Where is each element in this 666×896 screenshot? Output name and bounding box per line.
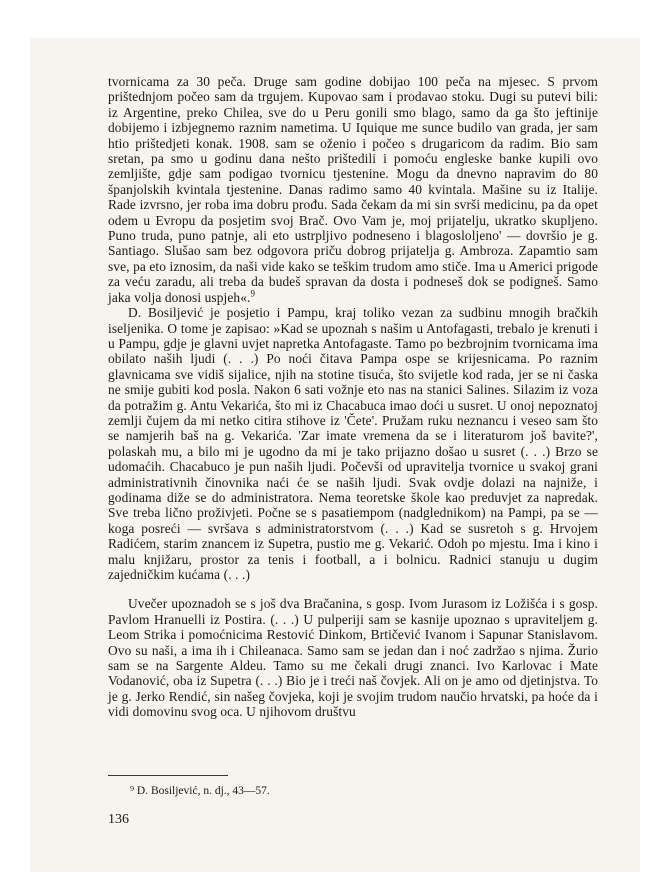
paragraph-quote-end — [108, 74, 598, 305]
paragraph-evening: Uvečer upoznadoh se s još dva Bračanina, s gosp. Ivom Jurasom iz Ložišća i s gosp. Pavlom Hranuelli iz Postira. (. . .) U pulperiji sam se kasnije upoznao s upraviteljem g. Leom Strika i pomoćnicima Restović Dinkom, Brtičević Ivanom i Sapunar Stanislavom. Ovo su naši, a ima ih i Chileanaca. Samo sam se jedan dan i noć zadržao s njima. Žurio sam se na Sargente Aldeu. Tamo su me čekali drugi znanci. Ivo Karlovac i Mate Vodanović, oba iz Supetra (. . .) Bio je i treći naš čovjek. Ali on je amo od djetinjstva. To je g. Jerko Rendić, sin našeg čovjeka, koji je svojim trudom naučio hrvatski, pa hoće da i vidi domovinu svog oca. U njihovom društvu — [108, 596, 598, 720]
footnote: ⁹ D. Bosiljević, n. dj., 43—57. — [130, 785, 270, 797]
footnote-divider — [108, 775, 228, 776]
footnote-marker: 9 — [250, 288, 256, 299]
body-text — [108, 74, 598, 720]
page-number: 136 — [108, 812, 129, 827]
paragraph-pampa: D. Bosiljević je posjetio i Pampu, kraj toliko vezan za sudbinu mnogih bračkih iseljenika. O tome je zapisao: »Kad se upoznah s našim u Antofagasti, trebalo je krenuti i u Pampu, gdje je glavni uvjet napretka Antofagaste. Tamo po bezbrojnim tvornicama ima obilato naših ljudi (. . .) Po noći čitava Pampa ospe se krijesnicama. Po raznim glavnicama sve vidiš sijalice, njih na stotine tisuća, što svijetle kod rada, jer se ni časka ne smije gubiti kod posla. Nakon 6 sati vožnje eto nas na stanici Salines. Silazim iz voza da potražim g. Antu Vekarića, što mi iz Chacabuca imao doći u susret. U onoj nepoznatoj zemlji čujem da mi netko citira stihove iz 'Čete'. Pružam ruku neznancu i veseo sam što se namjerih baš na g. Vekarića. 'Zar imate vremena da se i literaturom još bavite?', polaskah mu, a bilo mi je ugodno da mi je tako prijazno došao u susret (. . .) Brzo se udomaćih. Chacabuco je pun naših ljudi. Počevši od upravitelja tvornice u svakoj grani administrativnih činovnika naći će se naših ljudi. Svak ovdje dolazi na najniže, i godinama diže se do administratora. Nema teoretske škole kao preduvjet za napredak. Sve treba lično proživjeti. Počne se s pasatiempom (nadglednikom) na Pampi, pa se — koga posreći — svršava s administratorstvom (. . .) Kad se susretoh s g. Hrvojem Radićem, starim znancem iz Supetra, pustio me g. Vekarić. Odoh po mjestu. Ima i kino i malu knjižaru, prostor za tenis i football, a i bolnicu. Radnici stanuju u dugim zajedničkim kućama (. . .) — [108, 305, 598, 582]
paragraph-1-text: tvornicama za 30 peča. Druge sam godine dobijao 100 peča na mjesec. S prvom prištednjom počeo sam da trgujem. Kupovao sam i prodavao stoku. Dugi su putevi bili: iz Argentine, preko Chilea, sve do u Peru gonili smo blago, samo da ga što jeftinije dobijemo i izbjegnemo raznim nametima. U Iquique me sunce budilo van grada, jer sam htio prištedjeti konak. 1908. sam se oženio i počeo s drugaricom da radim. Bio sam sretan, pa smo u godinu dana nešto prištedili i pomoću engleske banke kupili ovo zemljište, gdje sam podigao tvornicu tjestenine. Mogu da dnevno napravim do 80 španjolskih kvintala tjestenine. Danas radimo samo 40 kvintala. Mašine su iz Italije. Rade izvrsno, jer roba ima dobru prođu. Sada čekam da mi sin svrši medicinu, pa da opet odem u Evropu da posjetim svoj Brač. Ovo Vam je, moj prijatelju, ukratko skupljeno. Puno truda, puno patnje, ali eto ustrpljivo podneseno i blagosloljeno' — dovršio je g. Santiago. Slušao sam bez odgovora priču dobrog prijatelja g. Ambroza. Zapamtio sam sve, pa eto iznosim, da naši vide kako se teškim trudom amo stiče. Ima u Americi prigode za veću zaradu, ali treba da budeš spravan da dosta i podneseš dok se podigneš. Samo jaka volja donosi uspjeh«. — [108, 74, 598, 305]
